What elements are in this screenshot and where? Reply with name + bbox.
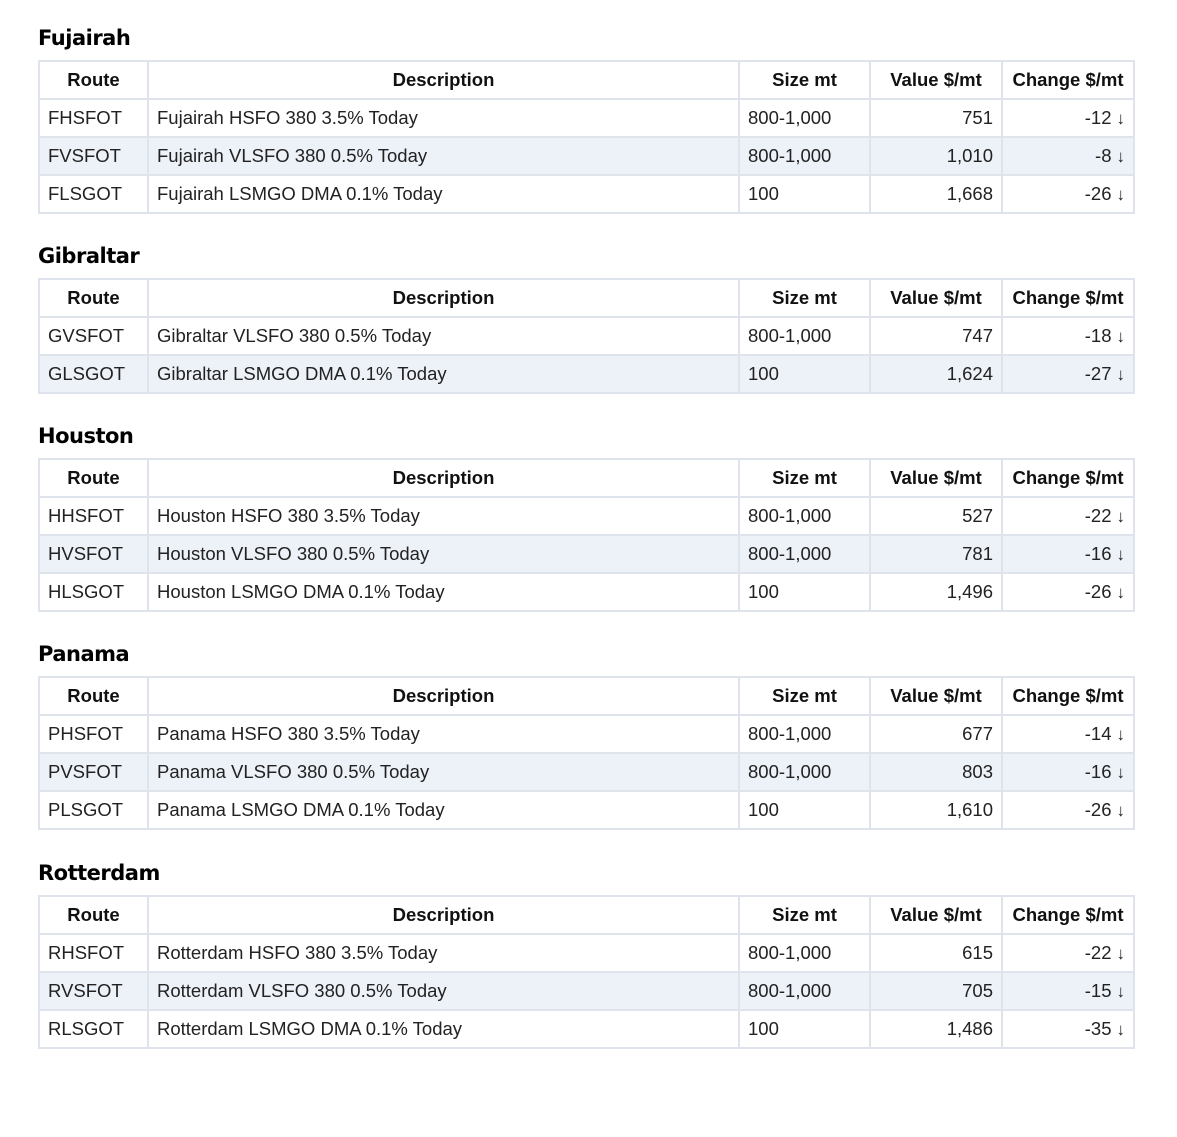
table-header-row	[39, 459, 1134, 497]
port-section-panama	[38, 638, 1133, 830]
route-code-cell: HHSFOT	[39, 497, 148, 535]
route-code-cell: RVSFOT	[39, 972, 148, 1010]
value-cell: 677	[870, 715, 1002, 753]
prices-table	[38, 278, 1135, 394]
size-cell: 100	[739, 573, 870, 611]
description-cell: Houston LSMGO DMA 0.1% Today	[148, 573, 739, 611]
route-code-cell: FHSFOT	[39, 99, 148, 137]
route-code-cell: PLSGOT	[39, 791, 148, 829]
change-value: -26	[1084, 183, 1112, 204]
change-value: -26	[1084, 799, 1112, 820]
table-row	[39, 934, 1134, 972]
table-row	[39, 497, 1134, 535]
description-cell: Houston HSFO 380 3.5% Today	[148, 497, 739, 535]
change-cell	[1002, 934, 1134, 972]
port-section-houston	[38, 420, 1133, 612]
column-header-value: Value $/mt	[870, 459, 1002, 497]
change-cell	[1002, 791, 1134, 829]
description-cell: Gibraltar LSMGO DMA 0.1% Today	[148, 355, 739, 393]
change-value: -18	[1084, 325, 1112, 346]
column-header-change: Change $/mt	[1002, 896, 1134, 934]
column-header-description: Description	[148, 677, 739, 715]
change-value: -35	[1084, 1018, 1112, 1039]
size-cell: 100	[739, 175, 870, 213]
change-cell	[1002, 715, 1134, 753]
column-header-change: Change $/mt	[1002, 677, 1134, 715]
column-header-description: Description	[148, 896, 739, 934]
down-arrow-icon: ↓	[1116, 944, 1125, 963]
change-cell	[1002, 497, 1134, 535]
change-cell	[1002, 535, 1134, 573]
value-cell: 1,486	[870, 1010, 1002, 1048]
port-section-rotterdam	[38, 857, 1133, 1049]
description-cell: Rotterdam VLSFO 380 0.5% Today	[148, 972, 739, 1010]
port-title: Panama	[38, 642, 130, 666]
table-row	[39, 715, 1134, 753]
down-arrow-icon: ↓	[1116, 545, 1125, 564]
route-code-cell: FLSGOT	[39, 175, 148, 213]
down-arrow-icon: ↓	[1116, 583, 1125, 602]
route-code-cell: PHSFOT	[39, 715, 148, 753]
down-arrow-icon: ↓	[1116, 1020, 1125, 1039]
description-cell: Panama HSFO 380 3.5% Today	[148, 715, 739, 753]
column-header-size: Size mt	[739, 677, 870, 715]
change-value: -16	[1084, 761, 1112, 782]
column-header-route: Route	[39, 677, 148, 715]
column-header-description: Description	[148, 459, 739, 497]
description-cell: Panama LSMGO DMA 0.1% Today	[148, 791, 739, 829]
column-header-route: Route	[39, 61, 148, 99]
port-title: Houston	[38, 424, 134, 448]
column-header-size: Size mt	[739, 279, 870, 317]
size-cell: 100	[739, 791, 870, 829]
description-cell: Rotterdam HSFO 380 3.5% Today	[148, 934, 739, 972]
change-value: -26	[1084, 581, 1112, 602]
table-row	[39, 972, 1134, 1010]
size-cell: 800-1,000	[739, 715, 870, 753]
column-header-size: Size mt	[739, 61, 870, 99]
route-code-cell: GVSFOT	[39, 317, 148, 355]
down-arrow-icon: ↓	[1116, 801, 1125, 820]
value-cell: 751	[870, 99, 1002, 137]
route-code-cell: GLSGOT	[39, 355, 148, 393]
column-header-description: Description	[148, 61, 739, 99]
column-header-description: Description	[148, 279, 739, 317]
description-cell: Fujairah LSMGO DMA 0.1% Today	[148, 175, 739, 213]
size-cell: 100	[739, 1010, 870, 1048]
prices-table	[38, 676, 1135, 830]
description-cell: Fujairah HSFO 380 3.5% Today	[148, 99, 739, 137]
route-code-cell: HLSGOT	[39, 573, 148, 611]
value-cell: 747	[870, 317, 1002, 355]
table-row	[39, 99, 1134, 137]
value-cell: 1,624	[870, 355, 1002, 393]
table-row	[39, 317, 1134, 355]
table-row	[39, 1010, 1134, 1048]
column-header-change: Change $/mt	[1002, 279, 1134, 317]
change-cell	[1002, 355, 1134, 393]
change-value: -12	[1084, 107, 1112, 128]
value-cell: 1,010	[870, 137, 1002, 175]
value-cell: 1,496	[870, 573, 1002, 611]
value-cell: 781	[870, 535, 1002, 573]
size-cell: 800-1,000	[739, 137, 870, 175]
column-header-value: Value $/mt	[870, 61, 1002, 99]
column-header-value: Value $/mt	[870, 677, 1002, 715]
size-cell: 800-1,000	[739, 934, 870, 972]
down-arrow-icon: ↓	[1116, 725, 1125, 744]
change-value: -15	[1084, 980, 1112, 1001]
value-cell: 527	[870, 497, 1002, 535]
down-arrow-icon: ↓	[1116, 147, 1125, 166]
down-arrow-icon: ↓	[1116, 365, 1125, 384]
table-row	[39, 791, 1134, 829]
change-value: -14	[1084, 723, 1112, 744]
route-code-cell: RLSGOT	[39, 1010, 148, 1048]
down-arrow-icon: ↓	[1116, 185, 1125, 204]
value-cell: 615	[870, 934, 1002, 972]
change-cell	[1002, 99, 1134, 137]
change-value: -16	[1084, 543, 1112, 564]
size-cell: 800-1,000	[739, 497, 870, 535]
change-cell	[1002, 972, 1134, 1010]
change-value: -22	[1084, 942, 1112, 963]
table-row	[39, 535, 1134, 573]
size-cell: 100	[739, 355, 870, 393]
route-code-cell: FVSFOT	[39, 137, 148, 175]
change-cell	[1002, 137, 1134, 175]
change-cell	[1002, 317, 1134, 355]
change-cell	[1002, 753, 1134, 791]
column-header-route: Route	[39, 279, 148, 317]
down-arrow-icon: ↓	[1116, 763, 1125, 782]
table-header-row	[39, 61, 1134, 99]
value-cell: 1,610	[870, 791, 1002, 829]
bunker-prices-page	[38, 22, 1133, 1049]
column-header-size: Size mt	[739, 896, 870, 934]
down-arrow-icon: ↓	[1116, 507, 1125, 526]
port-title: Rotterdam	[38, 861, 160, 885]
value-cell: 705	[870, 972, 1002, 1010]
size-cell: 800-1,000	[739, 535, 870, 573]
column-header-change: Change $/mt	[1002, 61, 1134, 99]
description-cell: Fujairah VLSFO 380 0.5% Today	[148, 137, 739, 175]
column-header-route: Route	[39, 459, 148, 497]
table-row	[39, 753, 1134, 791]
column-header-size: Size mt	[739, 459, 870, 497]
port-title: Fujairah	[38, 26, 131, 50]
change-cell	[1002, 573, 1134, 611]
column-header-value: Value $/mt	[870, 896, 1002, 934]
table-header-row	[39, 677, 1134, 715]
prices-table	[38, 458, 1135, 612]
description-cell: Rotterdam LSMGO DMA 0.1% Today	[148, 1010, 739, 1048]
value-cell: 1,668	[870, 175, 1002, 213]
port-section-gibraltar	[38, 240, 1133, 394]
port-title: Gibraltar	[38, 244, 140, 268]
change-value: -27	[1084, 363, 1112, 384]
value-cell: 803	[870, 753, 1002, 791]
down-arrow-icon: ↓	[1116, 109, 1125, 128]
description-cell: Panama VLSFO 380 0.5% Today	[148, 753, 739, 791]
prices-table	[38, 60, 1135, 214]
column-header-value: Value $/mt	[870, 279, 1002, 317]
size-cell: 800-1,000	[739, 99, 870, 137]
table-header-row	[39, 896, 1134, 934]
column-header-change: Change $/mt	[1002, 459, 1134, 497]
route-code-cell: HVSFOT	[39, 535, 148, 573]
size-cell: 800-1,000	[739, 972, 870, 1010]
column-header-route: Route	[39, 896, 148, 934]
table-row	[39, 355, 1134, 393]
size-cell: 800-1,000	[739, 317, 870, 355]
change-cell	[1002, 175, 1134, 213]
route-code-cell: RHSFOT	[39, 934, 148, 972]
description-cell: Houston VLSFO 380 0.5% Today	[148, 535, 739, 573]
table-row	[39, 137, 1134, 175]
table-row	[39, 175, 1134, 213]
prices-table	[38, 895, 1135, 1049]
down-arrow-icon: ↓	[1116, 982, 1125, 1001]
description-cell: Gibraltar VLSFO 380 0.5% Today	[148, 317, 739, 355]
change-value: -22	[1084, 505, 1112, 526]
size-cell: 800-1,000	[739, 753, 870, 791]
table-row	[39, 573, 1134, 611]
change-cell	[1002, 1010, 1134, 1048]
change-value: -8	[1095, 145, 1112, 166]
down-arrow-icon: ↓	[1116, 327, 1125, 346]
table-header-row	[39, 279, 1134, 317]
route-code-cell: PVSFOT	[39, 753, 148, 791]
port-section-fujairah	[38, 22, 1133, 214]
